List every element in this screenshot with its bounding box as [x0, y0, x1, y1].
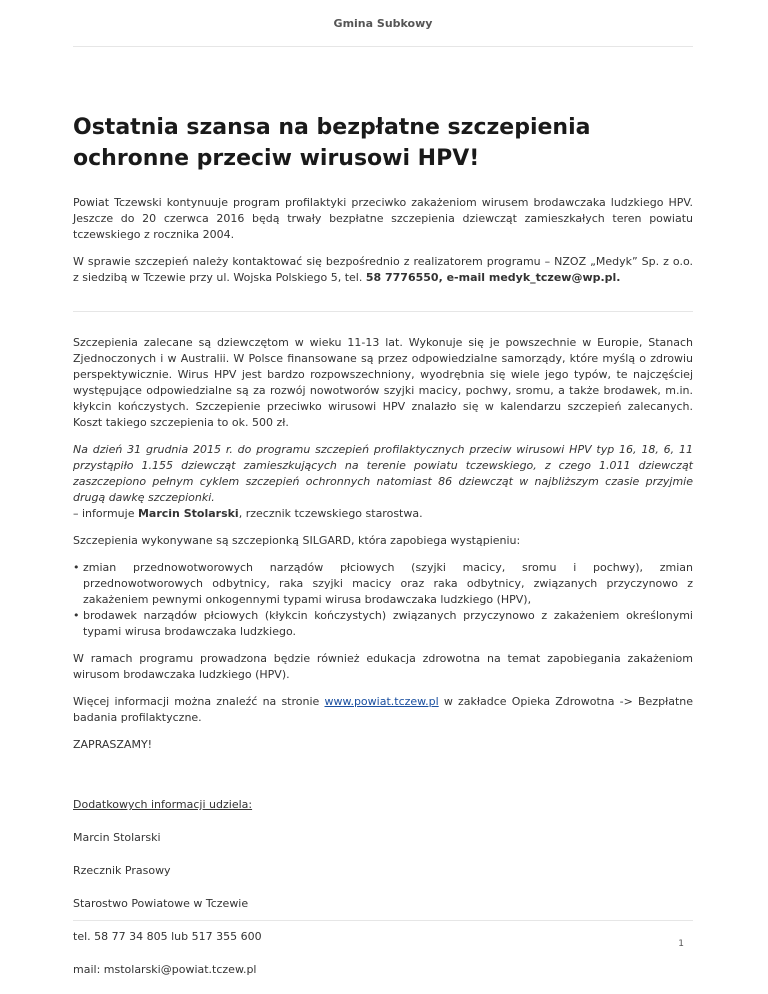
contact-phone: tel. 58 77 34 805 lub 517 355 600	[73, 930, 262, 943]
intro-paragraph-2	[73, 254, 693, 286]
more-info-suffix: w zakładce Opieka Zdrowotna -> Bezpłatne badania profilaktyczne.	[73, 695, 693, 724]
informs-text: – informuje	[73, 507, 138, 520]
article-body	[73, 112, 693, 978]
list-item: • brodawek narządów płciowych (kłykcin kończystych) związanych przyczynowo z zakażeniem określonymi typami wirusa brodawczaka ludzkiego.	[73, 608, 693, 640]
prevention-list	[73, 560, 693, 640]
more-info-prefix: Więcej informacji można znaleźć na stronie	[73, 695, 325, 708]
page-number: 1	[678, 939, 684, 949]
intro-paragraph-1: Powiat Tczewski kontynuuje program profilaktyki przeciwko zakażeniom wirusem brodawczaka ludzkiego HPV. Jeszcze do 20 czerwca 2016 będą trwały bezpłatne szczepienia dziewcząt zamieszkałych teren powiatu tczewskiego z rocznika 2004.	[73, 196, 693, 241]
list-item: • zmian przednowotworowych narządów płciowych (szyjki macicy, sromu i pochwy), zmian przednowotworowych odbytnicy, raka szyjki macicy oraz raka odbytnicy, związanych przyczynowo z zakażeniem pewnymi onkogennymi typami wirusa brodawczaka ludzkiego (HPV),	[73, 560, 693, 608]
spokesperson-suffix: , rzecznik tczewskiego starostwa.	[238, 507, 423, 520]
contact-name: Marcin Stolarski	[73, 831, 161, 844]
paragraph-more-info	[73, 694, 693, 726]
invitation-text: ZAPRASZAMY!	[73, 738, 153, 751]
article-title: Ostatnia szansa na bezpłatne szczepienia ochronne przeciw wirusowi HPV!	[73, 115, 591, 171]
contact-email: mail: mstolarski@powiat.tczew.pl	[73, 963, 257, 976]
contact-role: Rzecznik Prasowy	[73, 864, 171, 877]
intro-2-text: W sprawie szczepień należy kontaktować się bezpośrednio z realizatorem programu – NZOZ „Medyk” Sp. z o.o. z siedzibą w Tczewie przy ul. Wojska Polskiego 5, tel.	[73, 255, 693, 284]
contact-details-bold: 58 7776550, e-mail medyk_tczew@wp.pl.	[365, 271, 621, 284]
statistics-quote: Na dzień 31 grudnia 2015 r. do programu szczepień profilaktycznych przeciw wirusowi HPV typ 16, 18, 6, 11 przystąpiło 1.155 dziewcząt zamieszkujących na terenie powiatu tczewskiego, z czego 1.011 dziewcząt zaszczepiono pełnym cyklem szczepień ochronnych natomiast 86 dziewcząt w najbliższym czasie przyjmie drugą dawkę szczepionki.	[73, 443, 693, 504]
paragraph-statistics	[73, 442, 693, 522]
contact-organization: Starostwo Powiatowe w Tczewie	[73, 897, 249, 910]
section-divider	[73, 311, 693, 312]
site-name: Gmina Subkowy	[333, 17, 433, 30]
powiat-website-link[interactable]: www.powiat.tczew.pl	[324, 695, 439, 708]
footer-divider	[73, 920, 693, 921]
paragraph-vaccine: Szczepienia wykonywane są szczepionką SILGARD, która zapobiega wystąpieniu:	[73, 534, 521, 547]
spokesperson-name: Marcin Stolarski	[137, 507, 239, 520]
paragraph-recommendations: Szczepienia zalecane są dziewczętom w wieku 11-13 lat. Wykonuje się je powszechnie w Europie, Stanach Zjednoczonych i w Australii. W Polsce finansowane są przez odpowiedzialne samorządy, które myślą o zdrowiu perspektywicznie. Wirus HPV jest bardzo rozpowszechniony, wyodrębnia się wiele jego typów, te najczęściej występujące odpowiedzialne są za rozwój nowotworów szyjki macicy, pochwy, sromu, a także brodawek, m.in. kłykcin kończystych. Szczepienie przeciwko wirusowi HPV znalazło się w kalendarzu szczepień zalecanych. Koszt takiego szczepienia to ok. 500 zł.	[73, 336, 693, 429]
page-header	[73, 0, 693, 47]
paragraph-education: W ramach programu prowadzona będzie również edukacja zdrowotna na temat zapobiegania zakażeniom wirusom brodawczaka ludzkiego (HPV).	[73, 652, 693, 681]
contact-heading: Dodatkowych informacji udziela:	[73, 798, 253, 811]
